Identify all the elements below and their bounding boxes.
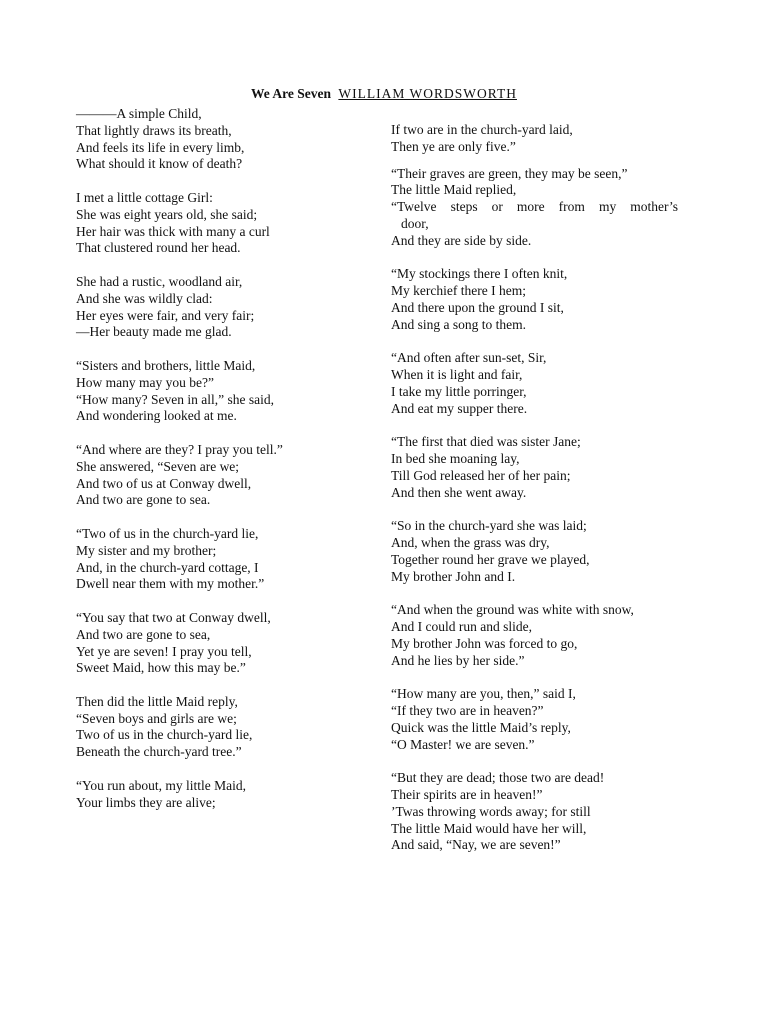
poem-line: She answered, “Seven are we; <box>76 458 240 474</box>
poem-line: My kerchief there I hem; <box>391 283 526 299</box>
poem-line: Two of us in the church-yard lie, <box>76 727 253 743</box>
poem-line: ———A simple Child, <box>76 106 202 121</box>
poem-line: Sweet Maid, how this may be.” <box>76 660 246 676</box>
poem-line: And said, “Nay, we are seven!” <box>391 837 561 853</box>
stanza <box>76 358 376 425</box>
poem-line: That lightly draws its breath, <box>76 122 232 138</box>
poem-line: Beneath the church-yard tree.” <box>76 744 242 760</box>
poem-line: “My stockings there I often knit, <box>391 266 568 282</box>
poem-line: “Their graves are green, they may be seen,” <box>391 165 628 181</box>
stanza <box>76 274 376 341</box>
poem-author: WILLIAM WORDSWORTH <box>338 86 517 101</box>
poem-line: “You say that two at Conway dwell, <box>76 609 271 625</box>
poem-line: Together round her grave we played, <box>391 551 590 567</box>
poem-line: My brother John and I. <box>391 568 516 584</box>
poem-line: “How many? Seven in all,” she said, <box>76 391 274 407</box>
poem-line: And, in the church-yard cottage, I <box>76 559 259 575</box>
stanza <box>391 518 678 585</box>
poem-line: Yet ye are seven! I pray you tell, <box>76 643 252 659</box>
stanza <box>76 778 376 812</box>
stanza <box>391 770 678 854</box>
poem-line: Then did the little Maid reply, <box>76 693 238 709</box>
poem-line: “But they are dead; those two are dead! <box>391 770 605 786</box>
poem-line: Her hair was thick with many a curl <box>76 223 270 239</box>
poem-line: And he lies by her side.” <box>391 652 525 668</box>
poem-line: And she was wildly clad: <box>76 290 213 306</box>
stanza <box>76 190 376 257</box>
stanza <box>76 694 376 761</box>
poem-line: Then ye are only five.” <box>391 138 516 154</box>
poem-line: “And where are they? I pray you tell.” <box>76 441 283 457</box>
poem-line: The little Maid replied, <box>391 182 517 198</box>
poem-line: “If they two are in heaven?” <box>391 703 544 719</box>
stanza <box>391 434 678 501</box>
poem-line: And two of us at Conway dwell, <box>76 475 252 491</box>
poem-line: She had a rustic, woodland air, <box>76 273 243 289</box>
poem-line: And they are side by side. <box>391 232 532 248</box>
poem-line: “And often after sun-set, Sir, <box>391 350 547 366</box>
stanza <box>76 442 376 509</box>
poem-line: That clustered round her head. <box>76 240 241 256</box>
poem-line: “How many are you, then,” said I, <box>391 686 576 702</box>
poem-line: How many may you be?” <box>76 374 214 390</box>
poem-line: And sing a song to them. <box>391 316 526 332</box>
poem-line: She was eight years old, she said; <box>76 206 258 222</box>
poem-line: My brother John was forced to go, <box>391 635 578 651</box>
poem-line: “So in the church-yard she was laid; <box>391 518 587 534</box>
poem-line: Their spirits are in heaven!” <box>391 787 543 803</box>
poem-line: And then she went away. <box>391 484 527 500</box>
poem-line: And eat my supper there. <box>391 400 528 416</box>
stanza <box>391 686 678 753</box>
poem-line: I met a little cottage Girl: <box>76 189 213 205</box>
poem-line: And there upon the ground I sit, <box>391 299 564 315</box>
poem-line: In bed she moaning lay, <box>391 451 520 467</box>
poem-line: “You run about, my little Maid, <box>76 777 246 793</box>
stanza <box>391 166 678 250</box>
poem-line: “Twelve steps or more from my mother’s <box>391 199 678 215</box>
poem-title: We Are Seven <box>251 86 332 101</box>
poem-line: And wondering looked at me. <box>76 408 237 424</box>
poem-line: My sister and my brother; <box>76 542 217 558</box>
poem-line: What should it know of death? <box>76 156 243 172</box>
stanza <box>76 526 376 593</box>
poem-line: door, <box>401 215 429 231</box>
left-column <box>76 106 376 828</box>
stanza <box>391 266 678 333</box>
poem-line: The little Maid would have her will, <box>391 820 587 836</box>
poem-line: And, when the grass was dry, <box>391 535 550 551</box>
poem-line: And I could run and slide, <box>391 619 532 635</box>
stanza <box>391 350 678 417</box>
poem-line: Your limbs they are alive; <box>76 794 216 810</box>
poem-line: “Two of us in the church-yard lie, <box>76 525 259 541</box>
poem-title-line <box>0 85 768 102</box>
poem-line: “Sisters and brothers, little Maid, <box>76 357 256 373</box>
right-column <box>391 122 678 871</box>
poem-line: ’Twas throwing words away; for still <box>391 803 591 819</box>
poem-line: When it is light and fair, <box>391 367 523 383</box>
stanza <box>76 610 376 677</box>
poem-line: Quick was the little Maid’s reply, <box>391 719 571 735</box>
poem-line: And two are gone to sea. <box>76 492 211 508</box>
poem-line: Till God released her of her pain; <box>391 467 571 483</box>
poem-line: If two are in the church-yard laid, <box>391 122 573 137</box>
poem-line: Dwell near them with my mother.” <box>76 576 265 592</box>
poem-line: And feels its life in every limb, <box>76 139 245 155</box>
stanza <box>391 602 678 669</box>
stanza <box>76 106 376 173</box>
poem-line: And two are gone to sea, <box>76 626 211 642</box>
stanza <box>391 122 678 156</box>
poem-line: “And when the ground was white with snow, <box>391 602 634 618</box>
poem-line: —Her beauty made me glad. <box>76 324 232 340</box>
poem-line: “The first that died was sister Jane; <box>391 434 581 450</box>
poem-line: “Seven boys and girls are we; <box>76 710 237 726</box>
poem-line: I take my little porringer, <box>391 383 527 399</box>
poem-line: “O Master! we are seven.” <box>391 736 535 752</box>
poem-line: Her eyes were fair, and very fair; <box>76 307 255 323</box>
